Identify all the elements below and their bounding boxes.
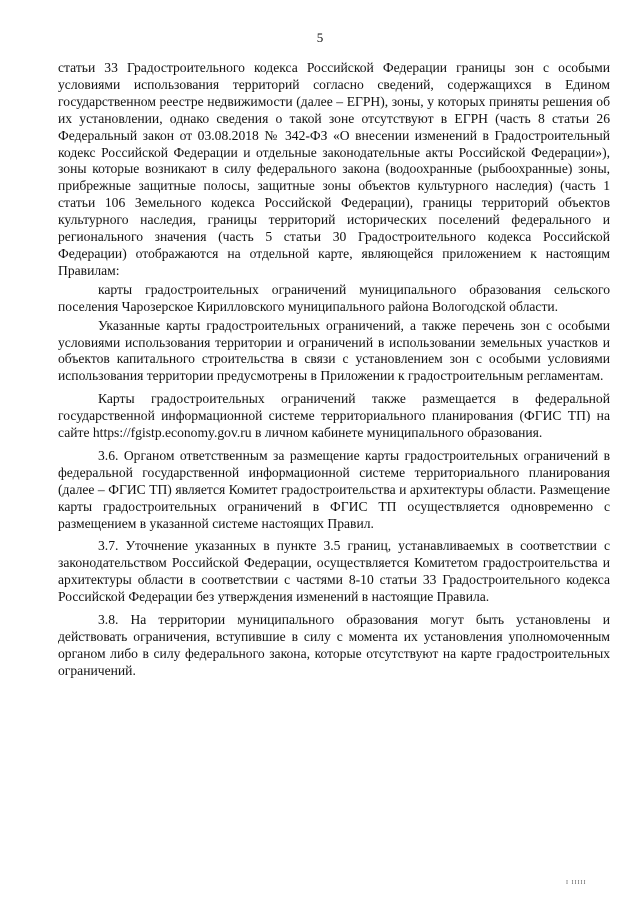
paragraph-3-6: 3.6. Органом ответственным за размещение карты градостроительных ограничений в федеральной государственной информационной системе территориального планирования (далее – ФГИС ТП) является Комитет градостроительства и архитектуры области. Размещение карты градостроительных ограничений в ФГИС ТП осуществляется одновременно с размещением в указанной системе настоящих Правил. [58,447,610,531]
paragraph-continuation: статьи 33 Градостроительного кодекса Российской Федерации границы зон с особыми условиями использования территорий согласно сведений, содержащихся в Едином государственном реестре недвижимости (далее – ЕГРН), зоны, у которых приняты решения об их установлении, однако сведения о такой зоне отсутствуют в ЕГРН (часть 8 статьи 26 Федеральный закон от 03.08.2018 № 342-ФЗ «О внесении изменений в Градостроительный кодекс Российской Федерации и отдельные законодательные акты Российской Федерации»), зоны которые возникают в силу федерального закона (водоохранные (рыбоохранные) зоны, прибрежные защитные полосы, защитные зоны объектов культурного наследия) (часть 1 статьи 106 Земельного кодекса Российской Федерации), границы территорий объектов культурного наследия, границы территорий исторических поселений федерального и регионального значения (часть 5 статьи 30 Градостроительного кодекса Российской Федерации) отображаются на отдельной карте, являющейся приложением к настоящим Правилам: [58,60,610,278]
paragraph-3-8: 3.8. На территории муниципального образования могут быть установлены и действовать ограничения, вступившие в силу с момента их установления уполномоченным органом либо в силу федерального закона, которые отсутствуют на карте градостроительных ограничений. [58,612,610,678]
paragraph-fgis-placement: Карты градостроительных ограничений также размещается в федеральной государственной информационной системе территориального планирования (ФГИС ТП) на сайте https://fgistp.economy.gov.ru в личном кабинете муниципального образования. [58,391,610,441]
page-number: 5 [316,30,324,45]
paragraph-maps-info: Указанные карты градостроительных ограничений, а также перечень зон с особыми условиями использования территории и ограничений в использовании земельных участков и объектов капитального строительства в связи с установлением зон с особыми условиями использования территории предусмотрены в Приложении к градостроительным регламентам. [58,317,610,384]
document-body [58,60,610,686]
paragraph-map-list-item: карты градостроительных ограничений муниципального образования сельского поселения Чарозерское Кирилловского муниципального района Вологодской области. [58,281,610,314]
footer-mark: I IIIII [566,880,587,886]
paragraph-3-7: 3.7. Уточнение указанных в пункте 3.5 границ, устанавливаемых в соответствии с законодательством Российской Федерации, осуществляется Комитетом градостроительства и архитектуры области в соответствии с частями 8-10 статьи 33 Градостроительного кодекса Российской Федерации без утверждения изменений в настоящие Правила. [58,538,610,605]
